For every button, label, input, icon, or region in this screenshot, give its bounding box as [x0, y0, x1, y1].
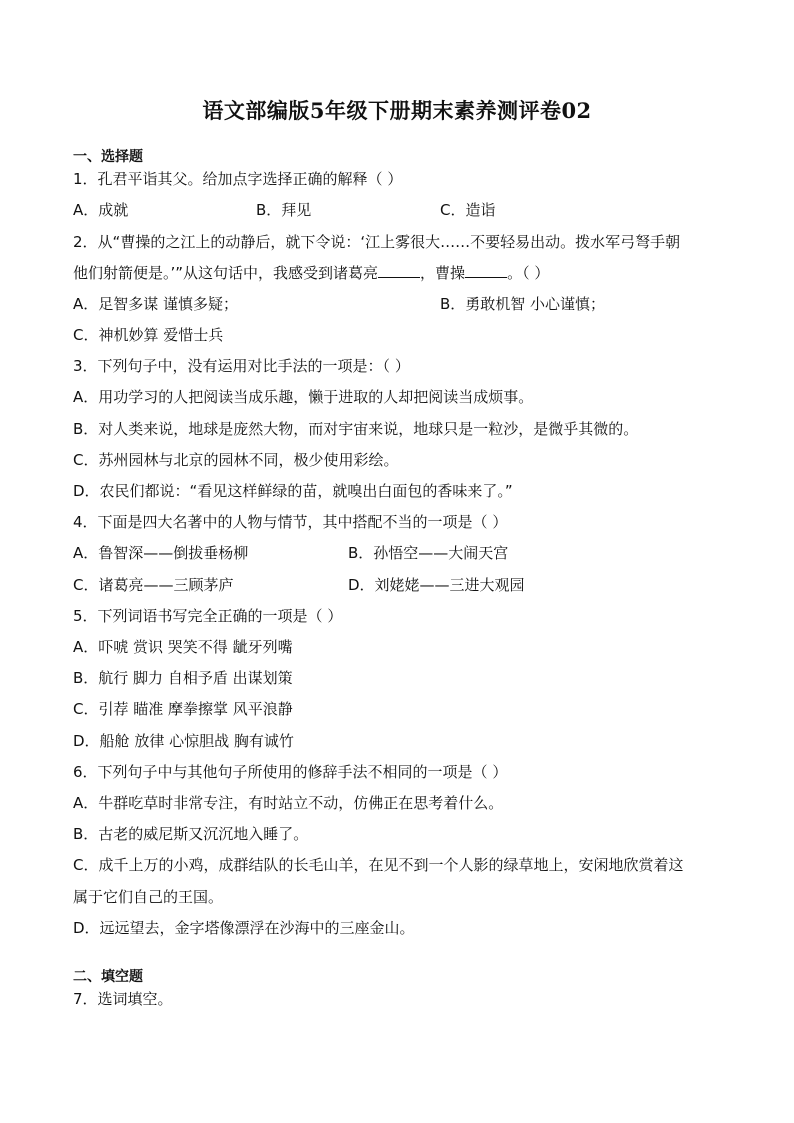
- question-4-option-b: B．孙悟空——大闹天宫: [348, 544, 509, 562]
- question-3-option-d: D．农民们都说：“看见这样鲜绿的苗，就嗅出白面包的香味来了。”: [73, 482, 513, 500]
- question-6-option-d: D．远远望去，金字塔像漂浮在沙海中的三座金山。: [73, 919, 415, 937]
- question-4-stem: 4．下面是四大名著中的人物与情节，其中搭配不当的一项是（ ）: [73, 513, 508, 531]
- question-2-stem-part2: ，曹操: [420, 264, 466, 282]
- question-2-option-a: A．足智多谋 谨慎多疑；: [73, 295, 239, 313]
- question-1-stem: 1．孔君平诣其父。给加点字选择正确的解释（ ）: [73, 170, 403, 188]
- question-5-option-b: B．航行 脚力 自相予盾 出谋划策: [73, 669, 293, 687]
- question-5-option-c: C．引荐 瞄准 摩拳擦掌 风平浪静: [73, 700, 293, 718]
- section-heading-choice: 一、选择题: [73, 149, 143, 165]
- question-6-option-b: B．古老的威尼斯又沉沉地入睡了。: [73, 825, 309, 843]
- question-7-stem: 7．选词填空。: [73, 990, 173, 1008]
- question-5-option-a: A．吓唬 赏识 哭笑不得 龇牙列嘴: [73, 638, 293, 656]
- question-6-option-c-line1: C．成千上万的小鸡，成群结队的长毛山羊，在见不到一个人影的绿草地上，安闲地欣赏着这: [73, 856, 684, 874]
- question-4-option-d: D．刘姥姥——三进大观园: [348, 576, 525, 594]
- answer-blank[interactable]: [378, 263, 420, 278]
- question-3-stem: 3．下列句子中，没有运用对比手法的一项是：（ ）: [73, 357, 410, 375]
- question-4-option-c: C．诸葛亮——三顾茅庐: [73, 576, 234, 594]
- question-2-stem-part3: 。（ ）: [507, 264, 550, 282]
- question-1-option-c: C．造诣: [440, 201, 496, 219]
- question-5-stem: 5．下列词语书写完全正确的一项是（ ）: [73, 607, 343, 625]
- answer-blank[interactable]: [465, 263, 507, 278]
- question-6-option-a: A．牛群吃草时非常专注，有时站立不动，仿佛正在思考着什么。: [73, 794, 504, 812]
- question-3-option-c: C．苏州园林与北京的园林不同，极少使用彩绘。: [73, 451, 399, 469]
- question-4-option-a: A．鲁智深——倒拔垂杨柳: [73, 544, 249, 562]
- question-2-stem-line1: 2．从“曹操的之江上的动静后，就下令说：‘江上雾很大……不要轻易出动。拨水军弓弩手朝: [73, 233, 681, 251]
- question-1-option-a: A．成就: [73, 201, 129, 219]
- question-2-stem-part1: 他们射箭便是。’”从这句话中，我感受到诸葛亮: [73, 264, 379, 282]
- question-5-option-d: D．船舱 放律 心惊胆战 胸有诚竹: [73, 732, 294, 750]
- question-6-option-c-line2: 属于它们自己的王国。: [73, 888, 224, 906]
- question-3-option-b: B．对人类来说，地球是庞然大物，而对宇宙来说，地球只是一粒沙，是微乎其微的。: [73, 420, 639, 438]
- question-6-stem: 6．下列句子中与其他句子所使用的修辞手法不相同的一项是（ ）: [73, 763, 508, 781]
- page-title: 语文部编版5年级下册期末素养测评卷02: [202, 98, 592, 123]
- section-heading-fill: 二、填空题: [73, 969, 143, 985]
- question-2-option-b: B．勇敢机智 小心谨慎；: [440, 295, 606, 313]
- question-2-option-c: C．神机妙算 爱惜士兵: [73, 326, 224, 344]
- question-2-stem-line2: [73, 263, 549, 283]
- question-3-option-a: A．用功学习的人把阅读当成乐趣，懒于进取的人却把阅读当成烦事。: [73, 388, 534, 406]
- question-1-option-b: B．拜见: [256, 201, 312, 219]
